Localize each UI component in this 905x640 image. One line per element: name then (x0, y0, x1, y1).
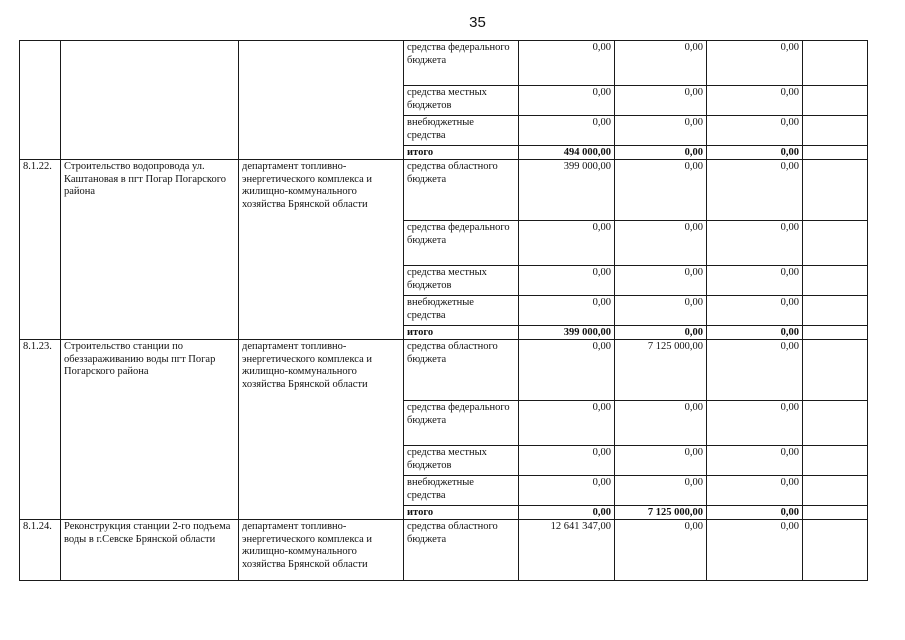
source-cell: внебюджетные средства (404, 476, 519, 506)
source-cell: средства областного бюджета (404, 160, 519, 221)
source-cell: внебюджетные средства (404, 296, 519, 326)
empty-cell (803, 506, 868, 520)
total-value: 7 125 000,00 (615, 506, 707, 520)
empty-cell (803, 221, 868, 266)
empty-cell (803, 296, 868, 326)
value-cell: 0,00 (519, 340, 615, 401)
source-cell: средства местных бюджетов (404, 446, 519, 476)
value-cell: 0,00 (519, 266, 615, 296)
source-cell: средства федерального бюджета (404, 221, 519, 266)
empty-cell (803, 266, 868, 296)
value-cell: 0,00 (615, 266, 707, 296)
total-value: 0,00 (707, 506, 803, 520)
item-name: Строительство водопровода ул. Каштановая в пгт Погар Погарского района (61, 160, 239, 340)
value-cell: 0,00 (519, 41, 615, 86)
value-cell: 0,00 (519, 221, 615, 266)
empty-cell (803, 326, 868, 340)
value-cell: 0,00 (707, 340, 803, 401)
value-cell: 7 125 000,00 (615, 340, 707, 401)
total-value: 0,00 (615, 146, 707, 160)
empty-cell (803, 520, 868, 581)
total-label: итого (404, 506, 519, 520)
empty-cell (803, 41, 868, 86)
page-number: 35 (469, 14, 486, 31)
value-cell: 0,00 (707, 446, 803, 476)
total-label: итого (404, 146, 519, 160)
name-cell (61, 41, 239, 160)
item-code: 8.1.23. (20, 340, 61, 520)
source-cell: средства федерального бюджета (404, 401, 519, 446)
value-cell: 0,00 (615, 160, 707, 221)
value-cell: 0,00 (615, 520, 707, 581)
source-cell: внебюджетные средства (404, 116, 519, 146)
value-cell: 0,00 (615, 296, 707, 326)
total-value: 0,00 (519, 506, 615, 520)
total-label: итого (404, 326, 519, 340)
value-cell: 0,00 (707, 86, 803, 116)
source-cell: средства местных бюджетов (404, 266, 519, 296)
value-cell: 0,00 (519, 476, 615, 506)
value-cell: 0,00 (519, 446, 615, 476)
item-executor: департамент топливно-энергетического комплекса и жилищно-коммунального хозяйства Брянской области (239, 340, 404, 520)
value-cell: 0,00 (519, 401, 615, 446)
empty-cell (803, 446, 868, 476)
value-cell: 0,00 (707, 296, 803, 326)
item-executor: департамент топливно-энергетического комплекса и жилищно-коммунального хозяйства Брянской области (239, 160, 404, 340)
executor-cell (239, 41, 404, 160)
value-cell: 0,00 (707, 160, 803, 221)
value-cell: 0,00 (707, 221, 803, 266)
total-value: 494 000,00 (519, 146, 615, 160)
source-cell: средства местных бюджетов (404, 86, 519, 116)
value-cell: 0,00 (615, 401, 707, 446)
value-cell: 0,00 (615, 476, 707, 506)
empty-cell (803, 86, 868, 116)
value-cell: 0,00 (615, 116, 707, 146)
item-code: 8.1.22. (20, 160, 61, 340)
budget-table (19, 40, 868, 581)
total-value: 0,00 (707, 146, 803, 160)
source-cell: средства федерального бюджета (404, 41, 519, 86)
value-cell: 0,00 (707, 116, 803, 146)
value-cell: 0,00 (615, 86, 707, 116)
item-name: Строительство станции по обеззараживанию воды пгт Погар Погарского района (61, 340, 239, 520)
table-row (20, 160, 868, 221)
value-cell: 0,00 (615, 41, 707, 86)
empty-cell (803, 340, 868, 401)
item-code: 8.1.24. (20, 520, 61, 581)
value-cell: 0,00 (707, 41, 803, 86)
value-cell: 0,00 (519, 296, 615, 326)
source-cell: средства областного бюджета (404, 340, 519, 401)
value-cell: 0,00 (519, 86, 615, 116)
empty-cell (803, 146, 868, 160)
table-row (20, 340, 868, 401)
total-value: 0,00 (615, 326, 707, 340)
value-cell: 0,00 (707, 520, 803, 581)
total-value: 0,00 (707, 326, 803, 340)
value-cell: 0,00 (707, 476, 803, 506)
value-cell: 0,00 (707, 266, 803, 296)
value-cell: 0,00 (519, 116, 615, 146)
table-row (20, 41, 868, 86)
empty-cell (803, 476, 868, 506)
empty-cell (803, 401, 868, 446)
empty-cell (803, 116, 868, 146)
code-cell (20, 41, 61, 160)
value-cell: 399 000,00 (519, 160, 615, 221)
value-cell: 0,00 (707, 401, 803, 446)
total-value: 399 000,00 (519, 326, 615, 340)
table-row (20, 520, 868, 581)
empty-cell (803, 160, 868, 221)
item-name: Реконструкция станции 2-го подъема воды в г.Севске Брянской области (61, 520, 239, 581)
source-cell: средства областного бюджета (404, 520, 519, 581)
value-cell: 0,00 (615, 446, 707, 476)
value-cell: 0,00 (615, 221, 707, 266)
item-executor: департамент топливно-энергетического комплекса и жилищно-коммунального хозяйства Брянской области (239, 520, 404, 581)
value-cell: 12 641 347,00 (519, 520, 615, 581)
